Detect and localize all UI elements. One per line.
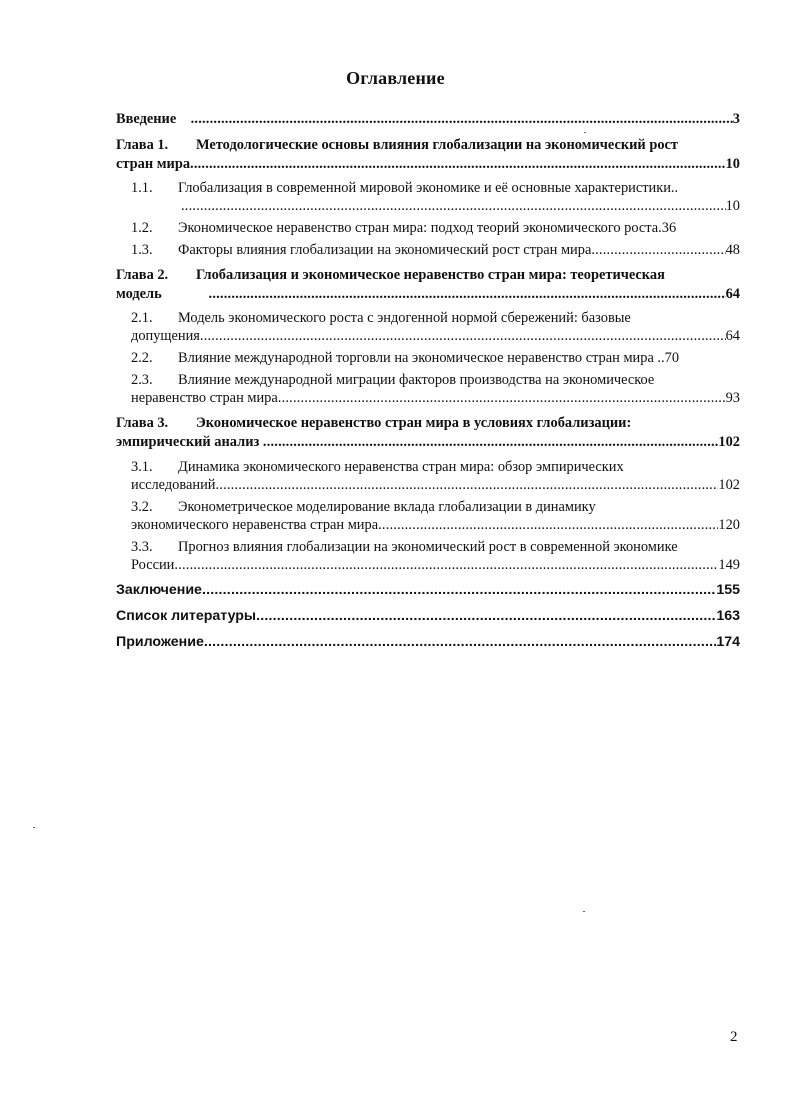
toc-section-3-2-line2[interactable] <box>131 516 740 534</box>
toc-section-2-1-line2[interactable] <box>131 327 740 345</box>
section-title-cont: исследований <box>131 477 216 493</box>
toc-entry-label: Заключение <box>116 582 202 598</box>
toc-section-2-3-line1[interactable] <box>131 371 740 389</box>
toc-chapter-1-line1[interactable] <box>116 136 740 154</box>
toc-chapter-3-line2[interactable] <box>116 433 740 451</box>
section-number: 1.2. <box>131 220 153 236</box>
toc-page-number: 149 <box>718 557 740 573</box>
scan-speck <box>583 911 585 912</box>
chapter-title-cont: модель <box>116 286 162 302</box>
dot-leader <box>278 389 726 407</box>
toc-section-2-3-line2[interactable] <box>131 389 740 407</box>
toc-page-number: 64 <box>725 328 740 344</box>
toc-page-number: 36 <box>661 220 677 236</box>
toc-page-number: 10 <box>725 198 740 214</box>
section-title-cont: неравенство стран мира <box>131 390 278 406</box>
toc-section-3-1-line2[interactable] <box>131 476 740 494</box>
section-title: Прогноз влияния глобализации на экономический рост в современной экономике <box>178 539 678 555</box>
toc-page-number: 102 <box>718 477 740 493</box>
chapter-title: Глобализация и экономическое неравенство стран мира: теоретическая <box>196 267 665 283</box>
toc-section-2-2[interactable] <box>131 349 740 367</box>
toc-section-3-3-line2[interactable] <box>131 556 740 574</box>
toc-title: Оглавление <box>346 68 445 88</box>
section-title-cont: России <box>131 557 175 573</box>
toc-page-number: 10 <box>725 156 740 172</box>
dot-leader <box>174 556 718 574</box>
section-title: Экономическое неравенство стран мира: подход теорий экономического роста. <box>178 220 662 236</box>
dot-leader <box>209 285 726 303</box>
section-number: 1.1. <box>131 180 153 196</box>
page-number: 2 <box>730 1029 738 1045</box>
toc-page-number: 163 <box>716 608 740 624</box>
chapter-number: Глава 3. <box>116 415 169 431</box>
dot-leader <box>204 633 716 651</box>
dot-leader <box>202 581 716 599</box>
section-title: Влияние международной миграции факторов производства на экономическое <box>178 372 655 388</box>
toc-section-1-3[interactable] <box>131 241 740 259</box>
toc-entry-intro[interactable] <box>116 110 740 128</box>
dot-leader <box>256 607 716 625</box>
dot-leader <box>181 197 726 215</box>
toc-section-2-1-line1[interactable] <box>131 309 740 327</box>
dot-leader <box>378 516 718 534</box>
toc-page-number: 120 <box>718 517 740 533</box>
section-number: 1.3. <box>131 242 153 258</box>
dot-leader <box>191 110 733 128</box>
section-title: Модель экономического роста с эндогенной нормой сбережений: базовые <box>178 310 631 326</box>
section-title: Факторы влияния глобализации на экономический рост стран мира <box>178 242 592 258</box>
chapter-title: Методологические основы влияния глобализации на экономический рост <box>196 137 678 153</box>
section-title: Глобализация в современной мировой экономике и её основные характеристики.. <box>178 180 679 196</box>
toc-chapter-2-line2[interactable] <box>116 285 740 303</box>
toc-entry-label: Список литературы <box>116 608 257 624</box>
toc-page-number: 174 <box>716 634 740 650</box>
section-title: Динамика экономического неравенства стран мира: обзор эмпирических <box>178 459 624 475</box>
toc-entry-references[interactable] <box>116 607 740 625</box>
section-number: 3.3. <box>131 539 153 555</box>
section-number: 3.2. <box>131 499 153 515</box>
dot-leader <box>263 433 719 451</box>
section-number: 2.1. <box>131 310 153 326</box>
toc-section-3-3-line1[interactable] <box>131 538 740 556</box>
dot-leader <box>215 476 718 494</box>
toc-entry-label: Приложение <box>116 634 204 650</box>
toc-section-3-2-line1[interactable] <box>131 498 740 516</box>
toc-chapter-2-line1[interactable] <box>116 266 740 284</box>
scan-speck <box>33 827 35 828</box>
section-title: Влияние международной торговли на экономическое неравенство стран мира .. <box>178 350 665 366</box>
scan-speck <box>584 132 586 133</box>
toc-page-number: 64 <box>725 286 740 302</box>
chapter-title-cont: стран мира <box>116 156 191 172</box>
toc-page-number: 48 <box>725 242 740 258</box>
toc-page-number: 3 <box>732 111 740 127</box>
section-number: 3.1. <box>131 459 153 475</box>
chapter-number: Глава 1. <box>116 137 169 153</box>
section-number: 2.2. <box>131 350 153 366</box>
toc-entry-conclusion[interactable] <box>116 581 740 599</box>
section-number: 2.3. <box>131 372 153 388</box>
chapter-title-cont: эмпирический анализ <box>116 434 260 450</box>
toc-section-3-1-line1[interactable] <box>131 458 740 476</box>
toc-entry-appendix[interactable] <box>116 633 740 651</box>
toc-chapter-3-line1[interactable] <box>116 414 740 432</box>
toc-page-number: 93 <box>725 390 740 406</box>
toc-entry-label: Введение <box>116 111 177 127</box>
chapter-title: Экономическое неравенство стран мира в условиях глобализации: <box>196 415 632 431</box>
section-title-cont: допущения <box>131 328 200 344</box>
dot-leader <box>591 241 725 259</box>
toc-page-number: 70 <box>664 350 680 366</box>
toc-page-number: 155 <box>716 582 740 598</box>
toc-chapter-1-line2[interactable] <box>116 155 740 173</box>
toc-section-1-2[interactable] <box>131 219 740 237</box>
section-title-cont: экономического неравенства стран мира <box>131 517 379 533</box>
dot-leader <box>200 327 726 345</box>
toc-section-1-1-line2[interactable] <box>181 197 740 215</box>
dot-leader <box>190 155 726 173</box>
section-title: Эконометрическое моделирование вклада глобализации в динамику <box>178 499 596 515</box>
chapter-number: Глава 2. <box>116 267 169 283</box>
toc-page-number: 102 <box>718 434 740 450</box>
toc-section-1-1-line1[interactable] <box>131 179 740 197</box>
